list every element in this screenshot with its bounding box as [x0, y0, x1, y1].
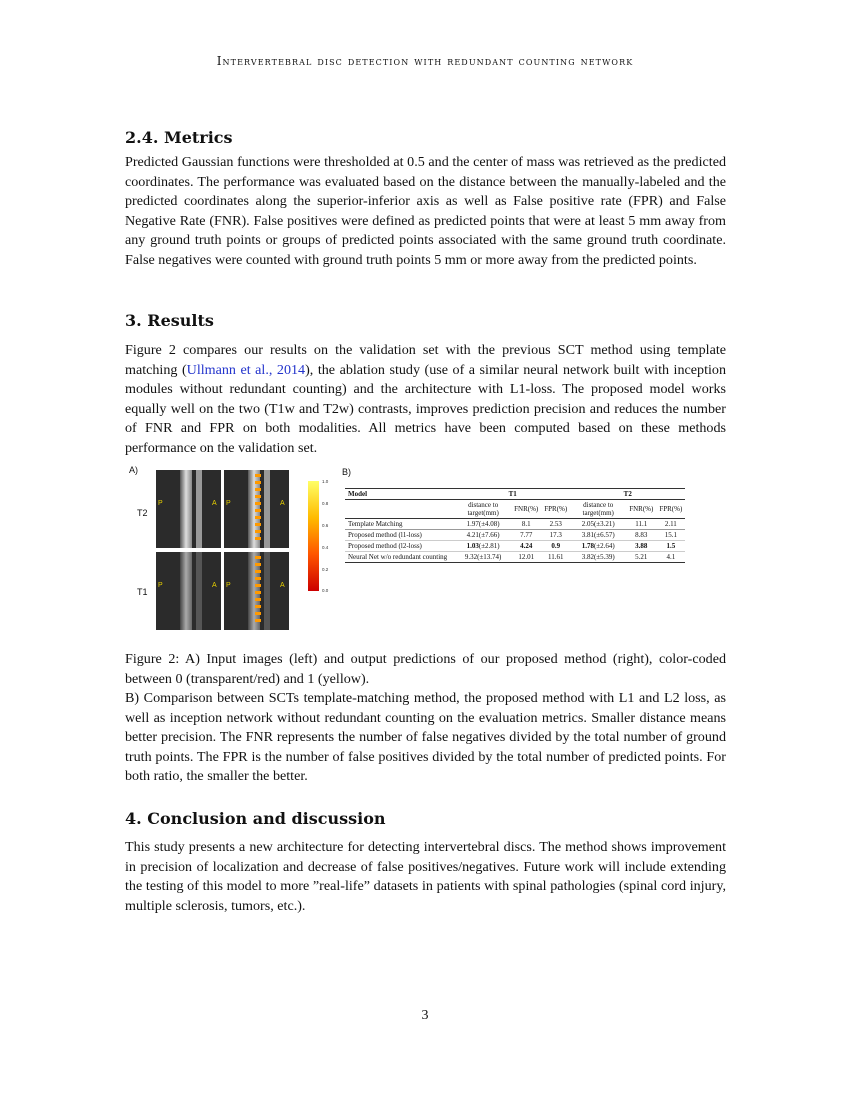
panel-a-label: A) — [129, 465, 138, 475]
table-row: Proposed method (l2-loss) 1.03(±2.81) 4.24 0.9 1.78(±2.64) 3.88 1.5 — [345, 541, 685, 552]
colorbar — [308, 481, 319, 591]
colorbar-tick: 0.6 — [322, 523, 329, 528]
orient-a: A — [212, 582, 217, 589]
panel-b-label: B) — [342, 467, 351, 477]
page-number: 3 — [421, 1008, 429, 1023]
table-row: Template Matching 1.97(±4.08) 8.1 2.53 2.05(±3.21) 11.1 2.11 — [348, 520, 677, 528]
row-label-t1: T1 — [137, 587, 148, 597]
section-heading-conclusion: 4. Conclusion and discussion — [125, 809, 386, 828]
orient-p: P — [226, 500, 231, 507]
table-subheader-distance: distance to target(mm) — [582, 501, 614, 517]
colorbar-tick: 0.0 — [322, 588, 329, 593]
row-label-t2: T2 — [137, 508, 148, 518]
metrics-paragraph: Predicted Gaussian functions were thresholded at 0.5 and the center of mass was retrieved as the predicted coordinates. The performance was evaluated based on the distance between the manually-labeled and the predicted coordinates along the superior-inferior axis as well as False positive rate (FPR) and False Negative Rate (FNR). False positives were defined as predicted points that were at least 5 mm away from any ground truth points or groups of predicted points associated with the same ground truth coordinate. False negatives were counted with ground truth points 5 mm or more away from the predicted points. — [125, 154, 726, 268]
figure-2 — [125, 465, 735, 640]
colorbar-tick: 0.8 — [322, 501, 329, 506]
citation-link[interactable]: Ullmann et al., 2014 — [186, 361, 306, 378]
orient-p: P — [226, 582, 231, 589]
mri-t2-input — [156, 470, 221, 548]
table-subheader-distance: distance to target(mm) — [467, 501, 499, 517]
section-heading-results: 3. Results — [125, 311, 214, 330]
colorbar-tick: 0.4 — [322, 545, 329, 550]
colorbar-tick: 0.2 — [322, 567, 329, 572]
results-text-1: Figure 2 compares our results on the validation set with the previous SCT method using template matching ( — [125, 342, 726, 378]
orient-p: P — [158, 500, 163, 507]
table-subheader-fnr: FNR(%) — [629, 505, 654, 513]
conclusion-paragraph: This study presents a new architecture for detecting intervertebral discs. The method shows improvement in precision of localization and decrease of false positives/negatives. Future work will include extending the testing of this model to more ”real-life” datasets in patients with spinal pathologies (spinal cord injury, multiple sclerosis, tumors, etc.). — [125, 839, 726, 914]
mri-t1-prediction — [224, 552, 289, 630]
running-head: Intervertebral disc detection with redundant counting network — [216, 54, 634, 68]
results-text-2: ), the ablation study (use of a similar neural network built with inception modules without redundant counting) and the architecture with L1-loss. The proposed model works equally well on the two (T1w and T2w) contrasts, improves prediction precision and reduces the number of FNR and FPR on both modalities. All metrics have been computed based on these methods performance on the validation set. — [125, 361, 727, 456]
colorbar-tick: 1.0 — [322, 479, 329, 484]
figure-caption-a: Figure 2: A) Input images (left) and output predictions of our proposed method (right), color-coded between 0 (transparent/red) and 1 (yellow). — [125, 651, 726, 687]
results-table — [345, 488, 685, 563]
orient-a: A — [212, 500, 217, 507]
table-header-t2: T2 — [623, 490, 632, 498]
orient-p: P — [158, 582, 163, 589]
table-subheader-fnr: FNR(%) — [514, 505, 539, 513]
figure-caption-b: B) Comparison between SCTs template-matching method, the proposed method with L1 and L2 loss, as well as inception network without redundant counting on the evaluation metrics. Smaller distance means better precision. The FNR represents the number of false negatives divided by the total number of ground truth points. The FPR is the number of false positives divided by the total number of predicted points. For both ratio, the smaller the better. — [125, 690, 726, 785]
table-row: Proposed method (l1-loss) 4.21(±7.66) 7.77 17.3 3.81(±6.57) 8.83 15.1 — [345, 530, 685, 541]
table-header-model: Model — [348, 490, 368, 498]
orient-a: A — [280, 582, 285, 589]
table-row: Neural Net w/o redundant counting 9.32(±13.74) 12.01 11.61 3.82(±5.39) 5.21 4.1 — [345, 552, 685, 563]
table-subheader-fpr: FPR(%) — [659, 505, 683, 513]
mri-t2-prediction — [224, 470, 289, 548]
orient-a: A — [280, 500, 285, 507]
section-heading-metrics: 2.4. Metrics — [125, 128, 233, 147]
mri-t1-input — [156, 552, 221, 630]
table-header-t1: T1 — [508, 490, 517, 498]
results-paragraph — [125, 341, 726, 459]
table-subheader-fpr: FPR(%) — [544, 505, 568, 513]
